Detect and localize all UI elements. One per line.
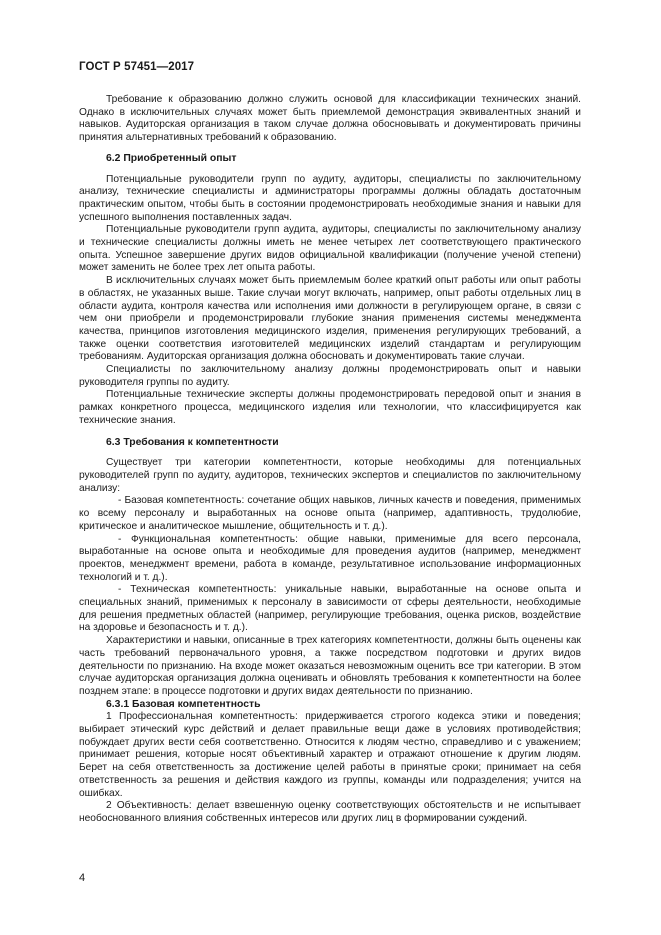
- section-6-3-1-heading: 6.3.1 Базовая компетентность: [106, 698, 261, 710]
- paragraph: Характеристики и навыки, описанные в трех категориях компетентности, должны быть оценены как часть требований первоначального уровня, а также посредством подготовки и других видов деятельности по признанию. На входе может оказаться невозможным оценить все три категории. В этом случае аудиторская организация должна оценивать и обновлять требования к компетентности на более позднем этапе: в процессе подготовки и других видах деятельности по признанию.: [79, 635, 581, 697]
- document-header: ГОСТ Р 57451—2017: [79, 61, 195, 73]
- list-item-basic-competence: - Базовая компетентность: сочетание общих навыков, личных качеств и поведения, применимых ко всему персоналу и выработанных на основе опыта (например, адаптивность, трудолюбие, критическое и аналитическое мышление, общительность и т. д.).: [79, 495, 581, 532]
- paragraph: Потенциальные технические эксперты должны продемонстрировать передовой опыт и знания в рамках конкретного процесса, медицинского изделия или технологии, что классифицируется как технические знания.: [79, 389, 581, 426]
- list-item-technical-competence: - Техническая компетентность: уникальные навыки, выработанные на основе опыта и специальных знаний, применимых к персоналу в зависимости от сферы деятельности, необходимые для решения предметных областей (например, регулирующие требования, оценка рисков, воздействие на здоровье и безопасность и т. д.).: [79, 584, 581, 634]
- paragraph: Потенциальные руководители групп аудита, аудиторы, специалисты по заключительному анализу и технические специалисты должны иметь не менее четырех лет соответствующего практического опыта. Успешное завершение других видов официальной квалификации (получение ученой степени) может заменить не более трех лет опыта работы.: [79, 224, 581, 274]
- list-item-functional-competence: - Функциональная компетентность: общие навыки, применимые для всего персонала, выработанные на основе опыта и необходимые для проведения аудитов (например, менеджмент проектов, менеджмент времени, работа в команде, результативное использование информационных технологий и т. д.).: [79, 533, 581, 583]
- paragraph: Потенциальные руководители групп по аудиту, аудиторы, специалисты по заключительному анализу, технические специалисты и администраторы программы должны обладать достаточным практическим опытом, чтобы быть в состоянии продемонстрировать необходимые знания и навыки для успешного выполнения поставленных задач.: [79, 173, 581, 223]
- paragraph: В исключительных случаях может быть приемлемым более краткий опыт работы или опыт работы в областях, не указанных выше. Такие случаи могут включать, например, опыт работы отдельных лиц в области аудита, контроля качества или исполнения ими должности в регулирующем органе, в связи с чем они приобрели и продемонстрировали глубокие знания применения системы менеджмента качества, принципов изготовления медицинского изделия, применения регулирующих требований, а также оценки соответствия изготовителей медицинских изделий стандартам и регулирующим требованиям. Аудиторская организация должна обосновать и документировать такие случаи.: [79, 275, 581, 363]
- paragraph: Специалисты по заключительному анализу должны продемонстрировать опыт и навыки руководителя группы по аудиту.: [79, 364, 581, 388]
- section-6-2-heading: 6.2 Приобретенный опыт: [106, 152, 237, 164]
- paragraph-education: Требование к образованию должно служить основой для классификации технических знаний. Однако в исключительных случаях может быть приемлемой демонстрация эквивалентных знаний и навыков. Аудиторская организация в таком случае должна обосновывать и документировать причины принятия альтернативных требований к образованию.: [79, 94, 581, 144]
- paragraph-professional-competence: 1 Профессиональная компетентность: придерживается строгого кодекса этики и поведения; выбирает этический курс действий и делает правильные вещи даже в условиях противодействия; побуждает других вести себя соответственно. Относится к людям честно, справедливо и с уважением; принимает решения, которые носят объективный характер и отражают отношение к другим людям. Берет на себя ответственность за достижение целей работы в принятые сроки; принимает на себя ответственность за решения и действия каждого из группы, команды или подразделения; учится на ошибках.: [79, 711, 581, 799]
- page-content: [79, 94, 581, 826]
- paragraph: Существует три категории компетентности, которые необходимы для потенциальных руководителей групп по аудиту, аудиторов, технических экспертов и специалистов по заключительному анализу:: [79, 457, 581, 494]
- page-number: 4: [79, 872, 86, 884]
- section-6-3-heading: 6.3 Требования к компетентности: [106, 436, 279, 448]
- paragraph-objectivity: 2 Объективность: делает взвешенную оценку соответствующих обстоятельств и не испытывает необоснованного влияния собственных интересов или других лиц в формировании суждений.: [79, 800, 581, 824]
